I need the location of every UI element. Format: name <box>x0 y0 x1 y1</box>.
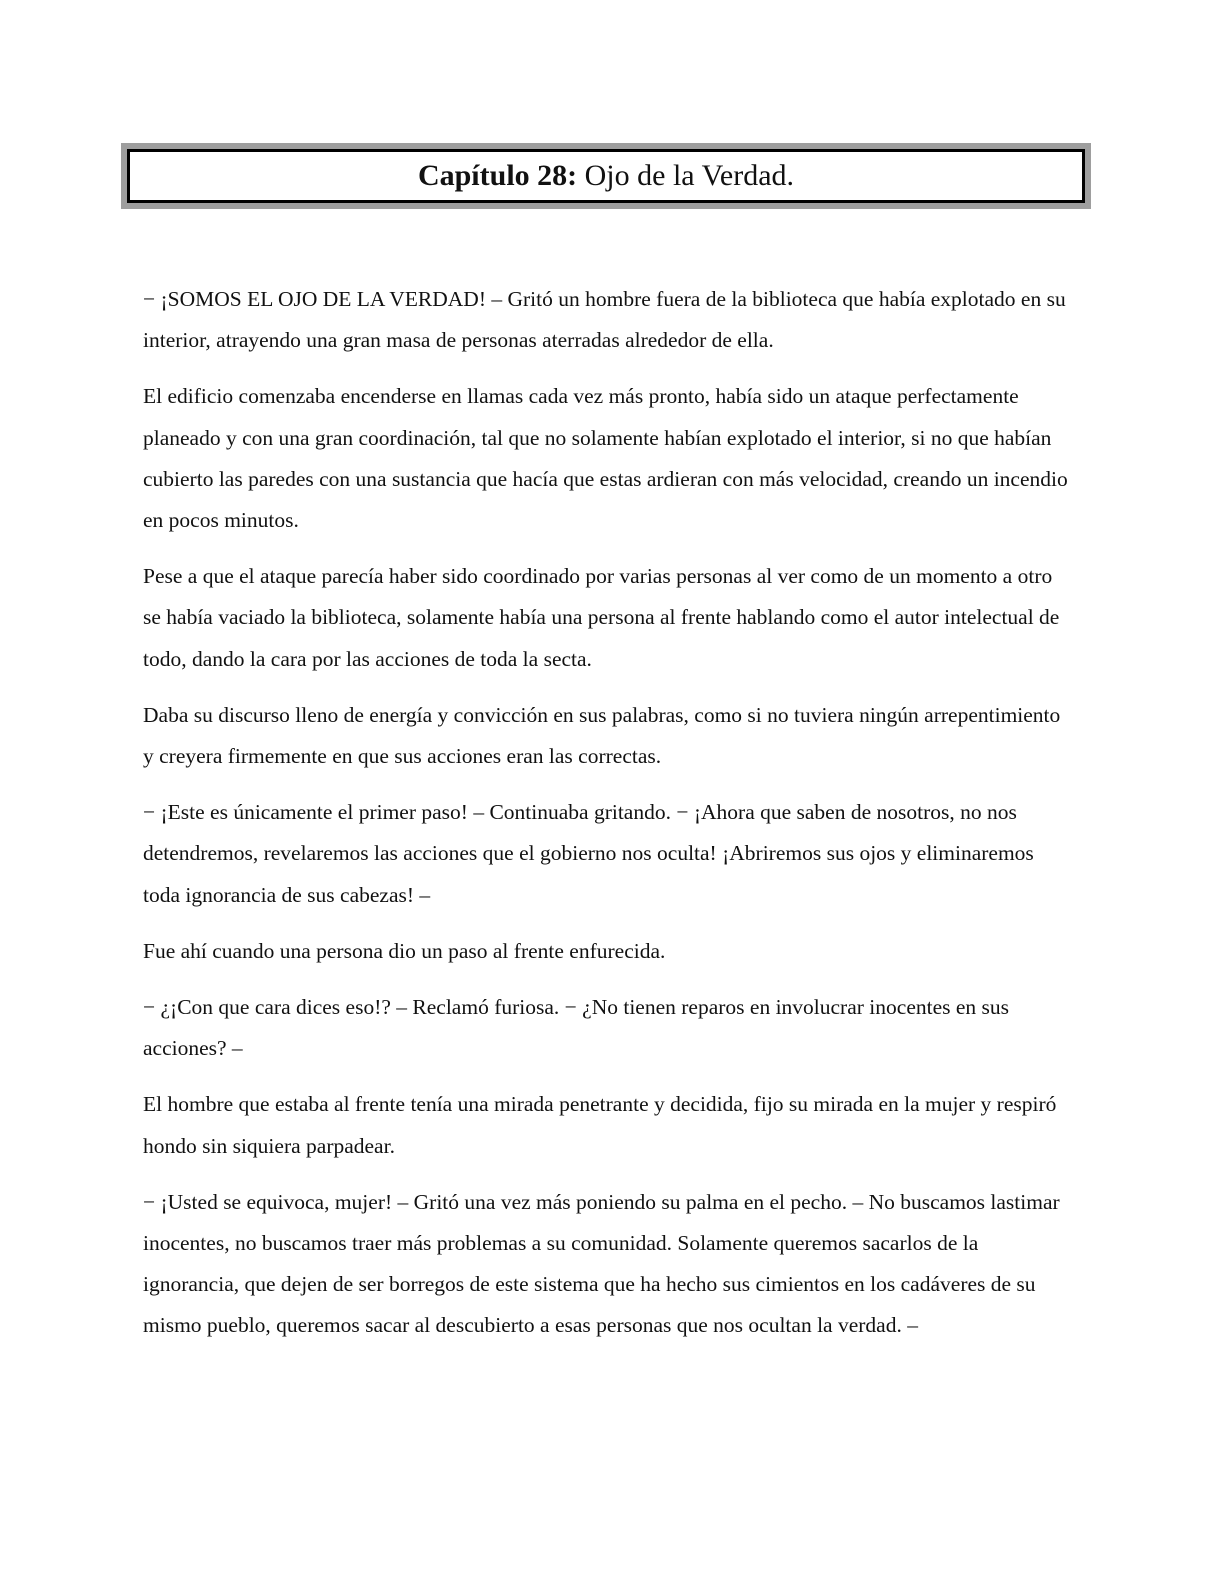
paragraph: El edificio comenzaba encenderse en llamas cada vez más pronto, había sido un ataque perfectamente planeado y con una gran coordinación, tal que no solamente habían explotado el interior, si no que habían cubierto las paredes con una sustancia que hacía que estas ardieran con más velocidad, creando un incendio en pocos minutos. <box>143 384 1068 533</box>
chapter-body <box>143 279 1073 1362</box>
chapter-title-box <box>127 149 1085 203</box>
chapter-label: Capítulo 28: <box>417 159 578 192</box>
paragraph: Pese a que el ataque parecía haber sido coordinado por varias personas al ver como de un momento a otro se había vaciado la biblioteca, solamente había una persona al frente hablando como el autor intelectual de todo, dando la cara por las acciones de toda la secta. <box>143 564 1060 671</box>
chapter-title: Ojo de la Verdad. <box>584 159 795 192</box>
paragraph: El hombre que estaba al frente tenía una mirada penetrante y decidida, fijo su mirada en la mujer y respiró hondo sin siquiera parpadear. <box>143 1092 1057 1158</box>
paragraph: Fue ahí cuando una persona dio un paso al frente enfurecida. <box>143 938 666 963</box>
paragraph: − ¿¡Con que cara dices eso!? – Reclamó furiosa. − ¿No tienen reparos en involucrar inocentes en sus acciones? – <box>143 995 1010 1061</box>
paragraph: Daba su discurso lleno de energía y convicción en sus palabras, como si no tuviera ningún arrepentimiento y creyera firmemente en que sus acciones eran las correctas. <box>143 702 1061 769</box>
paragraph: − ¡Usted se equivoca, mujer! – Gritó una vez más poniendo su palma en el pecho. – No buscamos lastimar inocentes, no buscamos traer más problemas a su comunidad. Solamente queremos sacarlos de la ignorancia, que dejen de ser borregos de este sistema que ha hecho sus cimientos en los cadáveres de su mismo pueblo, queremos sacar al descubierto a esas personas que nos ocultan la verdad. – <box>143 1189 1060 1338</box>
paragraph: − ¡SOMOS EL OJO DE LA VERDAD! – Gritó un hombre fuera de la biblioteca que había explotado en su interior, atrayendo una gran masa de personas aterradas alrededor de ella. <box>143 287 1066 353</box>
paragraph: − ¡Este es únicamente el primer paso! – Continuaba gritando. − ¡Ahora que saben de nosotros, no nos detendremos, revelaremos las acciones que el gobierno nos oculta! ¡Abriremos sus ojos y eliminaremos toda ignorancia de sus cabezas! – <box>143 800 1034 907</box>
chapter-title-frame <box>121 143 1091 209</box>
